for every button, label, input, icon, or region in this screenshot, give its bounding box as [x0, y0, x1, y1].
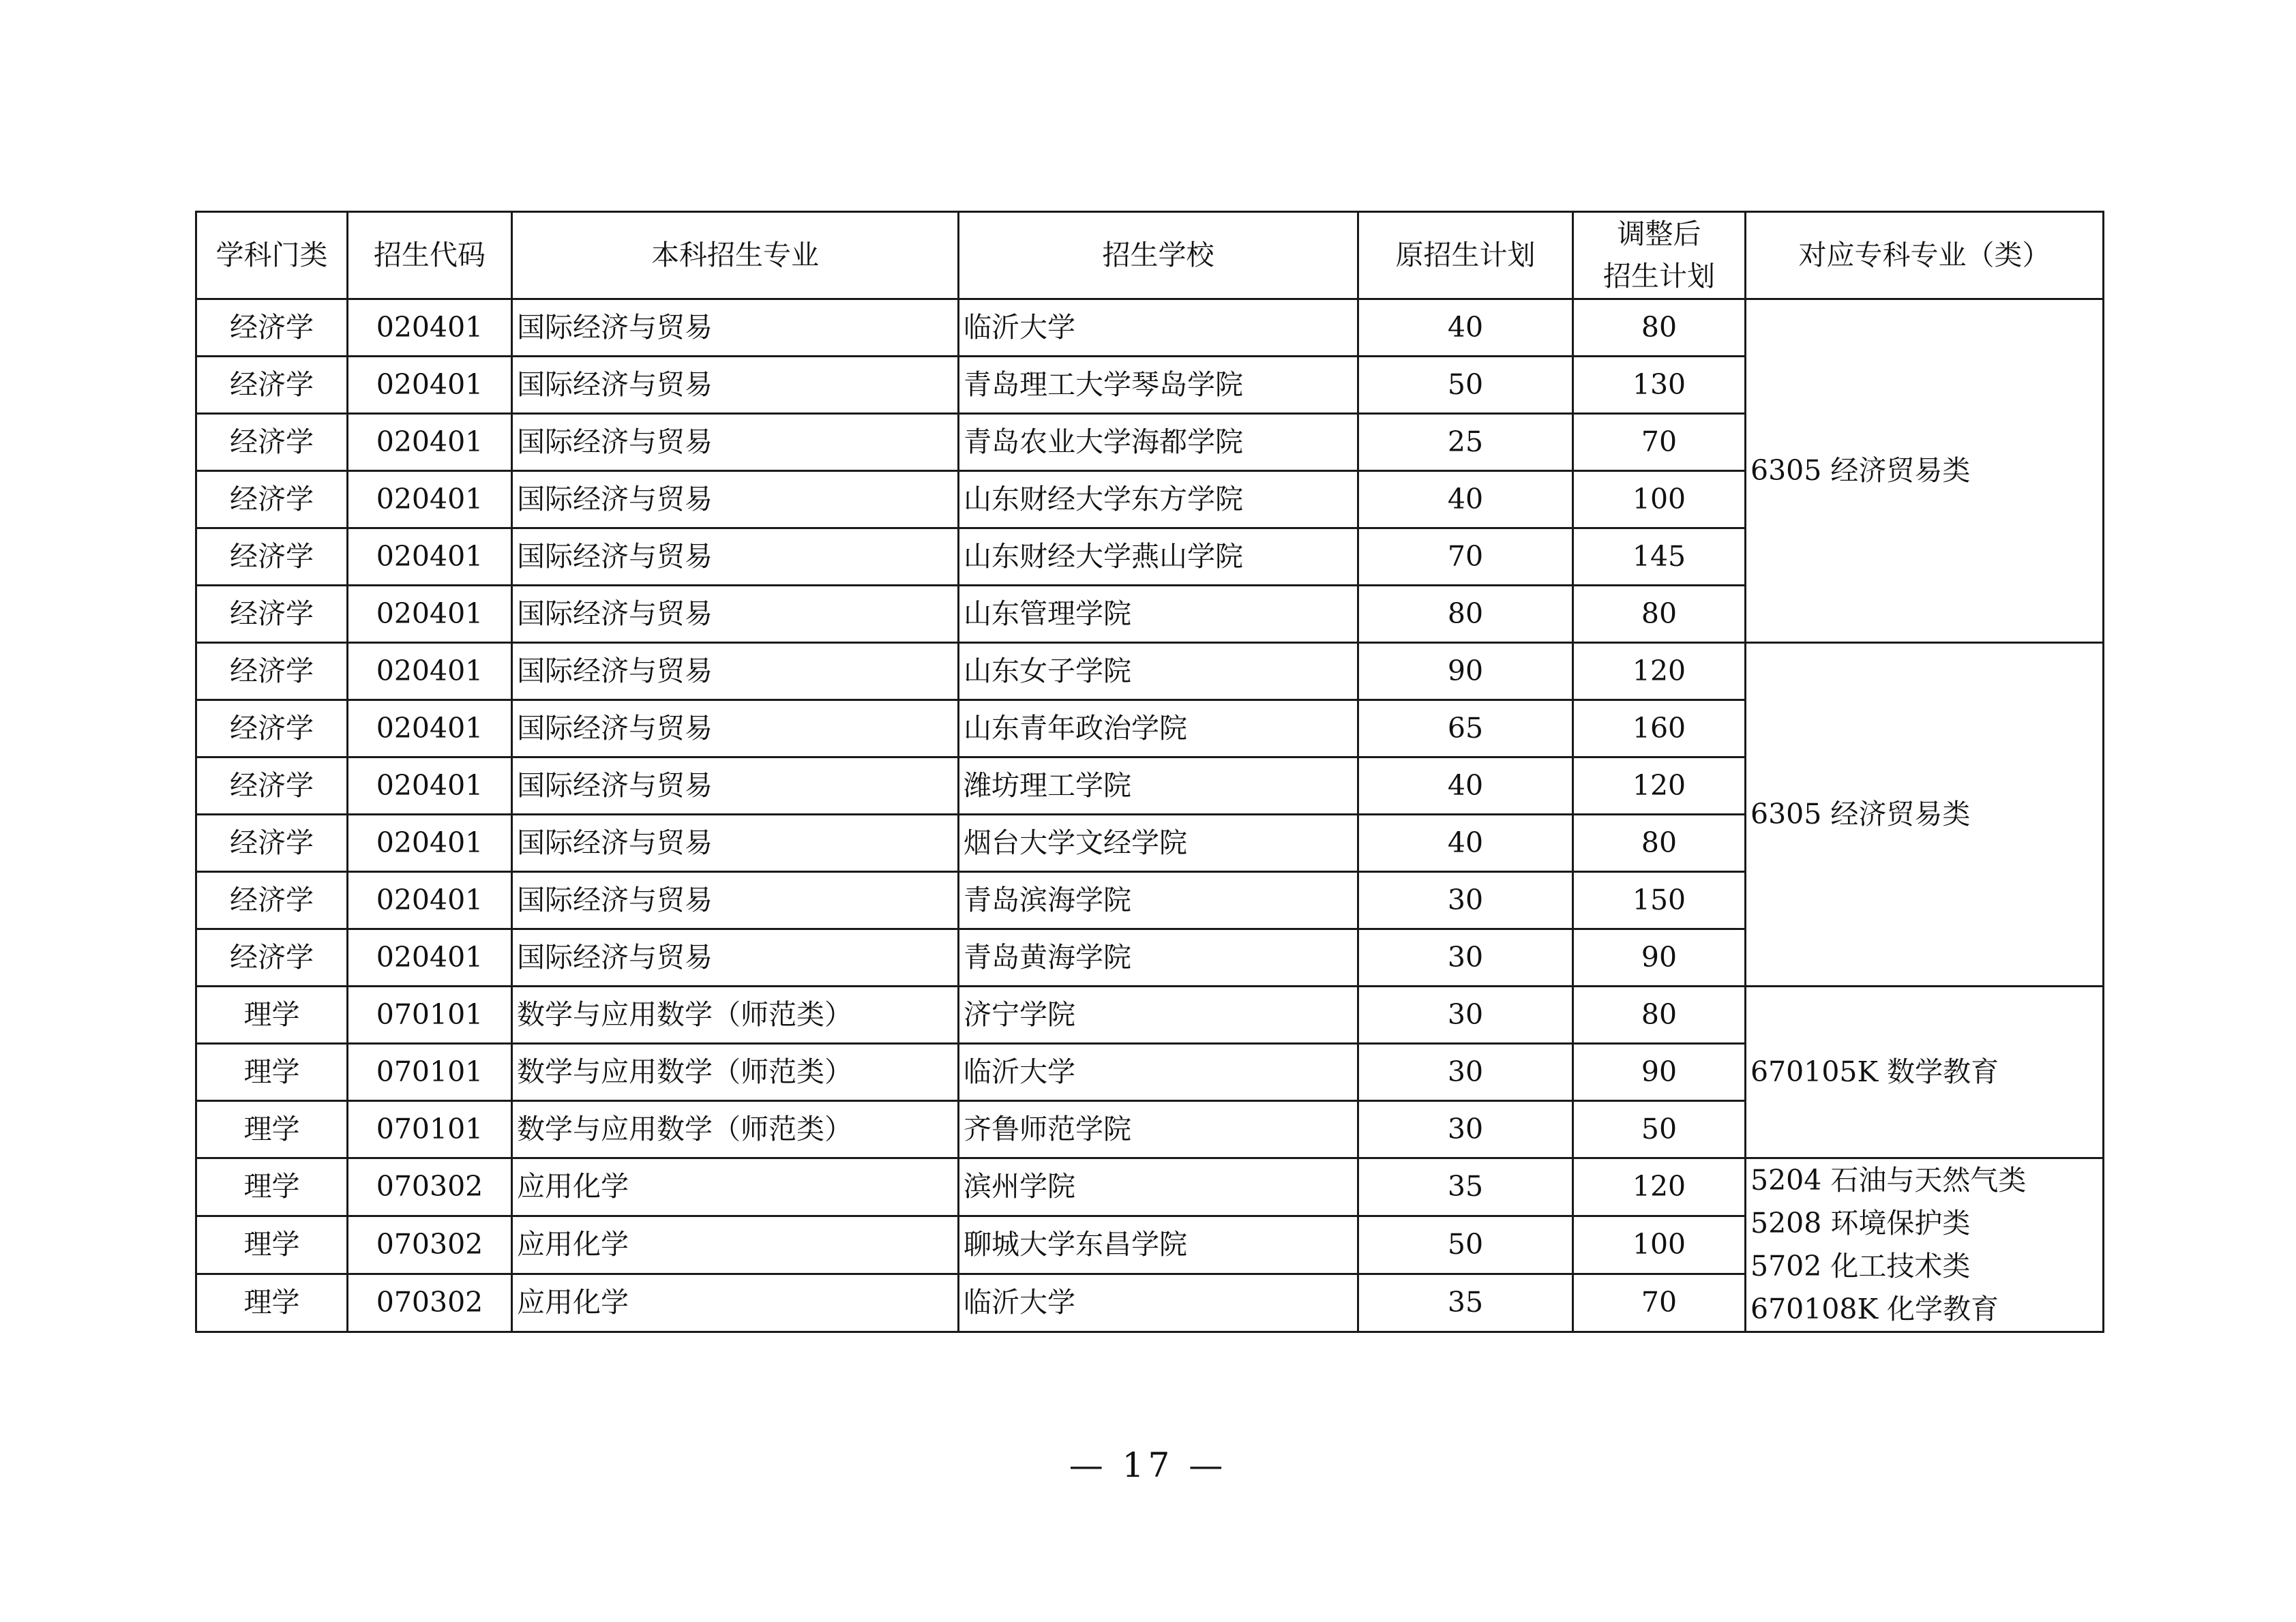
cell-original-plan: 90 [1358, 643, 1573, 700]
cell-category: 经济学 [196, 872, 348, 929]
table-row [196, 1158, 2104, 1216]
cell-school: 山东女子学院 [959, 643, 1358, 700]
header-row [196, 212, 2104, 299]
cell-code: 020401 [348, 815, 512, 872]
table-header [196, 212, 2104, 299]
cell-category: 经济学 [196, 586, 348, 643]
cell-major: 国际经济与贸易 [512, 872, 959, 929]
cell-original-plan: 35 [1358, 1274, 1573, 1332]
cell-category: 理学 [196, 1274, 348, 1332]
cell-original-plan: 35 [1358, 1158, 1573, 1216]
header-adjusted-plan [1573, 212, 1746, 299]
cell-original-plan: 30 [1358, 929, 1573, 987]
page-number: — 17 — [1069, 1445, 1227, 1485]
cell-school: 山东青年政治学院 [959, 700, 1358, 757]
table-row [196, 987, 2104, 1044]
header-category: 学科门类 [196, 212, 348, 299]
cell-school: 山东管理学院 [959, 586, 1358, 643]
cell-major: 国际经济与贸易 [512, 757, 959, 815]
cell-original-plan: 30 [1358, 1044, 1573, 1101]
cell-school: 临沂大学 [959, 1044, 1358, 1101]
cell-adjusted-plan: 80 [1573, 299, 1746, 357]
cell-original-plan: 80 [1358, 586, 1573, 643]
cell-category: 理学 [196, 1216, 348, 1274]
cell-category: 理学 [196, 1158, 348, 1216]
cell-category: 经济学 [196, 929, 348, 987]
cell-major: 国际经济与贸易 [512, 586, 959, 643]
cell-adjusted-plan: 145 [1573, 528, 1746, 586]
header-vocational: 对应专科专业（类） [1746, 212, 2104, 299]
cell-code: 020401 [348, 414, 512, 471]
cell-major: 国际经济与贸易 [512, 815, 959, 872]
cell-code: 070101 [348, 987, 512, 1044]
header-adjusted-plan-line1: 调整后 [1617, 217, 1701, 250]
cell-category: 经济学 [196, 414, 348, 471]
cell-major: 国际经济与贸易 [512, 357, 959, 414]
cell-adjusted-plan: 100 [1573, 1216, 1746, 1274]
cell-code: 020401 [348, 528, 512, 586]
cell-category: 经济学 [196, 528, 348, 586]
cell-major: 国际经济与贸易 [512, 700, 959, 757]
cell-category: 经济学 [196, 700, 348, 757]
cell-school: 青岛农业大学海都学院 [959, 414, 1358, 471]
header-school: 招生学校 [959, 212, 1358, 299]
cell-major: 数学与应用数学（师范类） [512, 1101, 959, 1158]
cell-original-plan: 30 [1358, 987, 1573, 1044]
cell-adjusted-plan: 70 [1573, 414, 1746, 471]
cell-original-plan: 40 [1358, 815, 1573, 872]
cell-school: 烟台大学文经学院 [959, 815, 1358, 872]
cell-code: 020401 [348, 872, 512, 929]
cell-code: 070302 [348, 1158, 512, 1216]
cell-original-plan: 40 [1358, 757, 1573, 815]
cell-code: 070101 [348, 1101, 512, 1158]
vocational-line: 5208 环境保护类 [1750, 1207, 1971, 1240]
cell-code: 020401 [348, 299, 512, 357]
cell-adjusted-plan: 100 [1573, 471, 1746, 528]
cell-adjusted-plan: 160 [1573, 700, 1746, 757]
cell-school: 青岛理工大学琴岛学院 [959, 357, 1358, 414]
cell-code: 070302 [348, 1274, 512, 1332]
cell-code: 020401 [348, 643, 512, 700]
cell-vocational-group [1746, 643, 2104, 987]
cell-major: 应用化学 [512, 1216, 959, 1274]
cell-category: 理学 [196, 1101, 348, 1158]
cell-original-plan: 70 [1358, 528, 1573, 586]
cell-school: 青岛滨海学院 [959, 872, 1358, 929]
cell-school: 齐鲁师范学院 [959, 1101, 1358, 1158]
cell-original-plan: 40 [1358, 299, 1573, 357]
cell-major: 数学与应用数学（师范类） [512, 987, 959, 1044]
cell-code: 020401 [348, 757, 512, 815]
header-adjusted-plan-line2: 招生计划 [1603, 259, 1715, 292]
cell-code: 070302 [348, 1216, 512, 1274]
cell-school: 潍坊理工学院 [959, 757, 1358, 815]
header-original-plan: 原招生计划 [1358, 212, 1573, 299]
cell-category: 经济学 [196, 815, 348, 872]
cell-adjusted-plan: 50 [1573, 1101, 1746, 1158]
cell-category: 理学 [196, 1044, 348, 1101]
cell-school: 山东财经大学燕山学院 [959, 528, 1358, 586]
cell-major: 应用化学 [512, 1158, 959, 1216]
cell-adjusted-plan: 120 [1573, 1158, 1746, 1216]
cell-adjusted-plan: 120 [1573, 643, 1746, 700]
cell-adjusted-plan: 120 [1573, 757, 1746, 815]
cell-category: 经济学 [196, 471, 348, 528]
cell-adjusted-plan: 90 [1573, 1044, 1746, 1101]
cell-major: 国际经济与贸易 [512, 471, 959, 528]
cell-school: 山东财经大学东方学院 [959, 471, 1358, 528]
cell-adjusted-plan: 70 [1573, 1274, 1746, 1332]
cell-original-plan: 30 [1358, 1101, 1573, 1158]
cell-original-plan: 30 [1358, 872, 1573, 929]
cell-code: 070101 [348, 1044, 512, 1101]
header-code: 招生代码 [348, 212, 512, 299]
cell-original-plan: 50 [1358, 357, 1573, 414]
cell-category: 理学 [196, 987, 348, 1044]
cell-code: 020401 [348, 929, 512, 987]
cell-school: 临沂大学 [959, 1274, 1358, 1332]
cell-adjusted-plan: 80 [1573, 815, 1746, 872]
header-major: 本科招生专业 [512, 212, 959, 299]
cell-code: 020401 [348, 471, 512, 528]
cell-major: 数学与应用数学（师范类） [512, 1044, 959, 1101]
cell-code: 020401 [348, 586, 512, 643]
cell-vocational-group [1746, 987, 2104, 1158]
cell-vocational-group [1746, 299, 2104, 643]
cell-adjusted-plan: 90 [1573, 929, 1746, 987]
vocational-line: 670108K 化学教育 [1750, 1293, 1999, 1325]
cell-original-plan: 65 [1358, 700, 1573, 757]
cell-code: 020401 [348, 700, 512, 757]
cell-adjusted-plan: 150 [1573, 872, 1746, 929]
cell-vocational-group [1746, 1158, 2104, 1332]
cell-code: 020401 [348, 357, 512, 414]
vocational-line: 670105K 数学教育 [1750, 1055, 1999, 1088]
cell-major: 应用化学 [512, 1274, 959, 1332]
table-row [196, 643, 2104, 700]
cell-major: 国际经济与贸易 [512, 414, 959, 471]
cell-adjusted-plan: 80 [1573, 987, 1746, 1044]
table-body [196, 299, 2104, 1332]
cell-school: 滨州学院 [959, 1158, 1358, 1216]
vocational-line: 6305 经济贸易类 [1750, 798, 1971, 830]
vocational-line: 6305 经济贸易类 [1750, 454, 1971, 487]
cell-category: 经济学 [196, 357, 348, 414]
cell-category: 经济学 [196, 757, 348, 815]
cell-school: 济宁学院 [959, 987, 1358, 1044]
cell-original-plan: 40 [1358, 471, 1573, 528]
cell-school: 聊城大学东昌学院 [959, 1216, 1358, 1274]
vocational-line: 5204 石油与天然气类 [1750, 1164, 2027, 1197]
vocational-line: 5702 化工技术类 [1750, 1250, 1971, 1282]
cell-adjusted-plan: 80 [1573, 586, 1746, 643]
cell-school: 青岛黄海学院 [959, 929, 1358, 987]
cell-school: 临沂大学 [959, 299, 1358, 357]
cell-category: 经济学 [196, 299, 348, 357]
cell-original-plan: 50 [1358, 1216, 1573, 1274]
cell-major: 国际经济与贸易 [512, 299, 959, 357]
cell-major: 国际经济与贸易 [512, 643, 959, 700]
cell-major: 国际经济与贸易 [512, 528, 959, 586]
cell-adjusted-plan: 130 [1573, 357, 1746, 414]
cell-original-plan: 25 [1358, 414, 1573, 471]
table-row [196, 299, 2104, 357]
cell-category: 经济学 [196, 643, 348, 700]
cell-major: 国际经济与贸易 [512, 929, 959, 987]
enrollment-plan-table [195, 211, 2104, 1333]
